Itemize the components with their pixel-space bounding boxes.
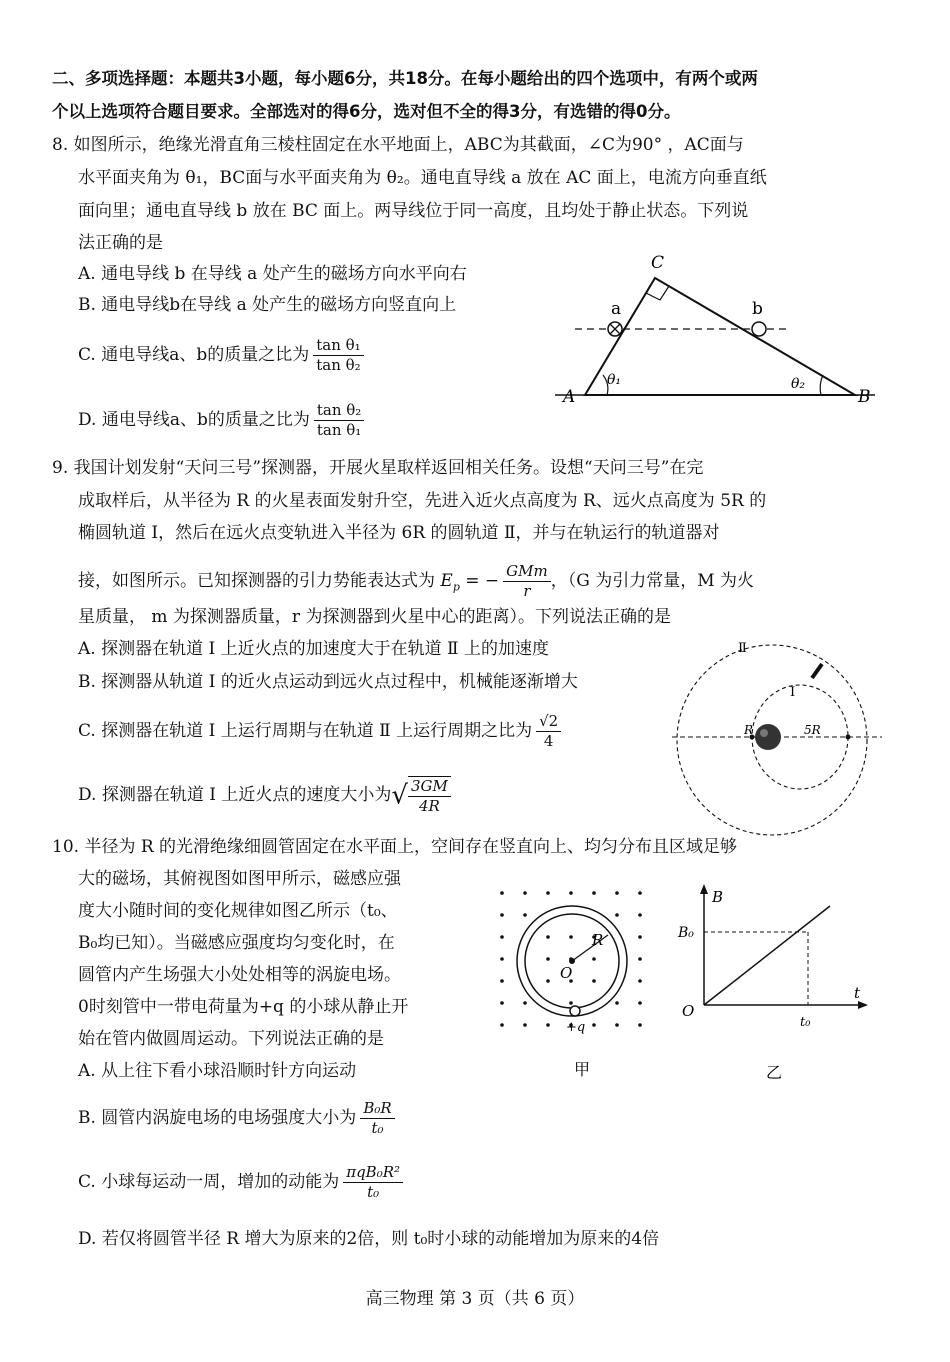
field-dot <box>615 891 619 895</box>
q8-line4: 法正确的是 <box>78 233 163 253</box>
field-dot <box>638 913 642 917</box>
q10-line4: B₀均已知）。当磁感应强度均匀变化时，在 <box>78 933 395 953</box>
label-theta2: θ₂ <box>791 376 806 392</box>
field-dot <box>500 1001 504 1005</box>
field-dot <box>615 1023 619 1027</box>
sqrt-sign: √ <box>391 780 408 811</box>
label-orbit-i: Ⅰ <box>790 685 796 700</box>
label-t0: t₀ <box>800 1015 811 1030</box>
q9-option-c <box>78 708 561 754</box>
label-r: R <box>592 931 604 949</box>
q9-d-denominator: 4R <box>418 796 440 815</box>
label-o: O <box>560 964 573 982</box>
q10-option-b <box>78 1094 395 1142</box>
field-dot <box>569 891 573 895</box>
field-dot <box>569 1001 573 1005</box>
field-dot <box>546 935 550 939</box>
field-dot <box>500 913 504 917</box>
q9-line1: 9. 我国计划发射“天问三号”探测器，开展火星取样返回相关任务。设想“天问三号”在完 <box>52 458 704 478</box>
label-5r: 5R <box>804 723 821 737</box>
q8-option-b: B. 通电导线b在导线 a 处产生的磁场方向竖直向上 <box>78 295 457 315</box>
q8-line2: 水平面夹角为 θ₁，BC面与水平面夹角为 θ₂。通电直导线 a 放在 AC 面上，电流方向垂直纸 <box>78 168 767 188</box>
field-dot <box>638 979 642 983</box>
field-dot <box>638 1023 642 1027</box>
field-dot <box>592 1023 596 1027</box>
field-dot <box>523 1001 527 1005</box>
label-yi: 乙 <box>766 1063 783 1082</box>
q8-option-c-text: C. 通电导线a、b的质量之比为 <box>78 345 310 365</box>
field-dot <box>638 935 642 939</box>
orbiter-icon <box>812 664 822 678</box>
q9-ep-fraction <box>503 562 551 601</box>
field-dot <box>500 891 504 895</box>
field-dot <box>546 891 550 895</box>
q10-option-b-fraction <box>360 1099 394 1138</box>
q8-option-d <box>78 395 364 445</box>
field-dot <box>546 1023 550 1027</box>
q9-ep-symbol: E <box>440 571 453 591</box>
field-dot <box>500 979 504 983</box>
label-b: B <box>712 888 724 906</box>
field-dot <box>546 979 550 983</box>
q9-c-numerator: √2 <box>536 712 561 732</box>
field-dot <box>592 891 596 895</box>
q10-option-c-fraction <box>343 1163 403 1202</box>
q9-option-a: A. 探测器在轨道 Ⅰ 上近火点的加速度大于在轨道 Ⅱ 上的加速度 <box>78 639 549 659</box>
q10-figure-yi <box>672 880 872 1085</box>
field-dot <box>500 957 504 961</box>
label-orbit-ii: Ⅱ <box>738 641 747 656</box>
field-dot <box>500 1023 504 1027</box>
b-t-line <box>704 906 830 1005</box>
label-origin: O <box>682 1002 695 1020</box>
q8-triangle-figure <box>555 250 875 410</box>
q10-line1: 10. 半径为 R 的光滑绝缘细圆管固定在水平面上，空间存在竖直向上、均匀分布且区域足够 <box>52 837 738 857</box>
triangle-abc <box>585 278 855 395</box>
q9-option-b: B. 探测器从轨道 Ⅰ 的近火点运动到远火点过程中，机械能逐渐增大 <box>78 672 578 692</box>
field-dot <box>638 957 642 961</box>
field-dot <box>500 935 504 939</box>
q10-line5: 圆管内产生场强大小处处相等的涡旋电场。 <box>78 965 401 985</box>
q10-option-a: A. 从上往下看小球沿顺时针方向运动 <box>78 1061 357 1081</box>
q9-c-denominator: 4 <box>543 732 554 750</box>
field-dot <box>523 913 527 917</box>
charged-ball <box>570 1006 580 1016</box>
q8-line3: 面向里；通电直导线 b 放在 BC 面上。两导线位于同一高度，且均处于静止状态。下列说 <box>78 201 749 221</box>
q9-orbit-figure <box>672 640 882 840</box>
q9-line4 <box>78 558 754 610</box>
q9-line4-text: 接，如图所示。已知探测器的引力势能表达式为 <box>78 571 441 591</box>
q10-figure-jia <box>490 885 650 1085</box>
q10-line7: 始在管内做圆周运动。下列说法正确的是 <box>78 1029 384 1049</box>
q9-option-d-fraction <box>408 776 451 816</box>
label-c: C <box>651 253 665 273</box>
q8-option-d-fraction <box>314 401 364 440</box>
q10-b-denominator: t₀ <box>371 1119 384 1137</box>
q8-d-numerator: tan θ₂ <box>314 401 364 421</box>
q8-line1: 8. 如图所示，绝缘光滑直角三棱柱固定在水平地面上，ABC为其截面，∠C为90° ，AC面与 <box>52 135 744 155</box>
q9-option-d <box>78 770 451 821</box>
q9-line3: 椭圆轨道 Ⅰ，然后在远火点变轨进入半径为 6R 的圆轨道 Ⅱ，并与在轨运行的轨道器对 <box>78 523 720 543</box>
q10-option-b-text: B. 圆管内涡旋电场的电场强度大小为 <box>78 1108 357 1128</box>
q8-option-c <box>78 330 364 380</box>
field-dot <box>592 979 596 983</box>
q8-c-numerator: tan θ₁ <box>313 336 363 356</box>
label-a: a <box>611 299 622 319</box>
q8-option-c-fraction <box>313 336 363 375</box>
angle-theta2-arc <box>820 375 823 395</box>
section-header-line1: 二、多项选择题：本题共3小题，每小题6分，共18分。在每小题给出的四个选项中，有两个或两 <box>52 69 758 88</box>
q9-option-c-fraction <box>536 712 561 751</box>
field-dot <box>523 1023 527 1027</box>
q10-line3: 度大小随时间的变化规律如图乙所示（t₀、 <box>78 901 398 921</box>
label-plus-q: +q <box>566 1020 586 1035</box>
field-dot <box>638 891 642 895</box>
q8-option-a: A. 通电导线 b 在导线 a 处产生的磁场方向水平向右 <box>78 264 467 284</box>
q9-ep-numerator: GMm <box>503 562 551 582</box>
label-r: R <box>744 723 754 737</box>
q10-option-d: D. 若仅将圆管半径 R 增大为原来的2倍，则 t₀时小球的动能增加为原来的4倍 <box>78 1229 660 1249</box>
apogee-point <box>846 735 851 740</box>
label-b: b <box>752 299 763 319</box>
field-dot <box>615 913 619 917</box>
q10-option-c <box>78 1158 403 1206</box>
q10-c-denominator: t₀ <box>367 1183 380 1201</box>
label-theta1: θ₁ <box>607 372 622 388</box>
field-dot <box>638 1001 642 1005</box>
q9-ep-denominator: r <box>523 582 531 600</box>
q8-option-d-text: D. 通电导线a、b的质量之比为 <box>78 410 310 430</box>
label-vertex-a: A <box>563 387 576 407</box>
q10-option-c-text: C. 小球每运动一周，增加的动能为 <box>78 1172 340 1192</box>
field-dot <box>592 957 596 961</box>
q9-equals-minus: = − <box>459 571 500 591</box>
wire-b <box>752 322 766 336</box>
label-b0: B₀ <box>678 925 694 941</box>
mars-planet <box>755 724 781 750</box>
q10-c-numerator: πqB₀R² <box>343 1163 403 1183</box>
q9-d-numerator: 3GM <box>408 777 451 797</box>
q9-line4-tail: ，（G 为引力常量，M 为火 <box>550 571 755 591</box>
field-dot <box>523 891 527 895</box>
q10-b-numerator: B₀R <box>360 1099 394 1119</box>
q9-ep-subscript: p <box>452 580 460 594</box>
label-jia: 甲 <box>574 1060 591 1079</box>
q8-d-denominator: tan θ₁ <box>316 421 362 439</box>
field-dot <box>546 957 550 961</box>
section-header-line2: 个以上选项符合题目要求。全部选对的得6分，选对但不全的得3分，有选错的得0分。 <box>52 102 681 121</box>
page-footer: 高三物理 第 3 页（共 6 页） <box>365 1289 585 1309</box>
q9-line5: 星质量， m 为探测器质量，r 为探测器到火星中心的距离）。下列说法正确的是 <box>78 607 671 627</box>
q9-line2: 成取样后，从半径为 R 的火星表面发射升空，先进入近火点高度为 R、远火点高度为 5R 的 <box>78 491 767 511</box>
q9-option-d-text: D. 探测器在轨道 Ⅰ 上近火点的速度大小为 <box>78 785 392 805</box>
q10-line2: 大的磁场，其俯视图如图甲所示，磁感应强 <box>78 869 401 889</box>
label-vertex-b: B <box>858 387 871 407</box>
q10-line6: 0时刻管中一带电荷量为+q 的小球从静止开 <box>78 997 409 1017</box>
field-dot <box>615 1001 619 1005</box>
q8-c-denominator: tan θ₂ <box>316 356 361 374</box>
q9-option-c-text: C. 探测器在轨道 Ⅰ 上运行周期与在轨道 Ⅱ 上运行周期之比为 <box>78 721 533 741</box>
field-dot <box>569 935 573 939</box>
label-t: t <box>854 984 861 1002</box>
